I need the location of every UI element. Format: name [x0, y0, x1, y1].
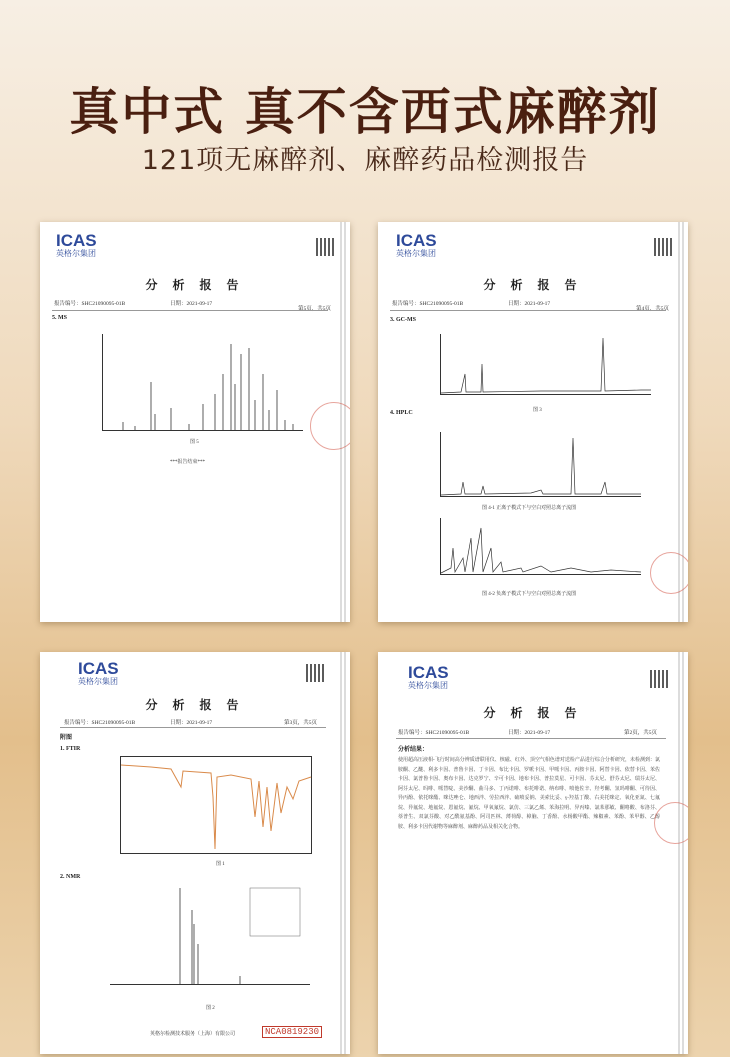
page-number: 第3页，共5页: [284, 720, 318, 726]
subheadline: 121项无麻醉剂、麻醉药品检测报告: [141, 145, 589, 176]
report-page-ms: ICAS 英格尔集团 分 析 报 告 报告编号：SHC21090095-01B 日期：2021-09-17 第5页，共5页 5. MS 图 5 ***报告结束***: [40, 222, 350, 622]
report-date: 2021-09-17: [186, 301, 213, 307]
figure-caption: 图 4-2 负离子模式下与空白对照总离子流图: [482, 592, 577, 597]
section-appendix: 附图: [60, 735, 73, 741]
report-page-ftir-nmr: ICAS 英格尔集团 分 析 报 告 报告编号：SHC21090095-01B 日期：2021-09-17 第3页，共5页 附图 1. FTIR 图 1 2. NMR 图 2 英格尔检测技术服务（上海）有限公司 NCA0819230: [40, 652, 350, 1054]
section-results: 分析结果：: [398, 747, 429, 753]
section-ftir: 1. FTIR: [60, 746, 81, 752]
figure-caption: 图 1: [216, 862, 225, 867]
report-number: SHC21090095-01B: [91, 720, 136, 726]
section-hplc: 4. HPLC: [390, 410, 413, 416]
icas-logo: ICAS 英格尔集团: [408, 663, 449, 690]
icas-logo: ICAS 英格尔集团: [78, 659, 119, 686]
report-page-gcms-hplc: ICAS 英格尔集团 分 析 报 告 报告编号：SHC21090095-01B 日期：2021-09-17 第4页，共5页 3. GC-MS 图 3 4. HPLC 图 4-1 正离子模式下与空白对照总离子流图 图 4-2 负离子模式下与空白对照总离子流图: [378, 222, 688, 622]
qr-code-icon: [654, 238, 672, 256]
qr-code-icon: [306, 664, 324, 682]
page-title: 分 析 报 告: [145, 278, 245, 292]
report-number: SHC21090095-01B: [419, 301, 464, 307]
figure-caption: 图 5: [190, 440, 199, 445]
report-date: 2021-09-17: [524, 301, 551, 307]
hplc-negative-chromatogram: [440, 518, 641, 575]
red-seal-stamp: [310, 402, 350, 450]
section-nmr: 2. NMR: [60, 874, 81, 880]
gcms-chromatogram: [440, 334, 651, 395]
ftir-spectrum: [120, 756, 312, 854]
icas-logo: ICAS 英格尔集团: [56, 231, 97, 258]
report-end-text: ***报告结束***: [170, 460, 206, 465]
page-number: 第5页，共5页: [298, 306, 332, 312]
section-gcms: 3. GC-MS: [390, 317, 416, 323]
qr-code-icon: [650, 670, 668, 688]
icas-logo: ICAS 英格尔集团: [396, 231, 437, 258]
report-number: SHC21090095-01B: [425, 730, 470, 736]
ms-spectrum: [102, 334, 303, 431]
qr-code-icon: [316, 238, 334, 256]
page-number: 第4页，共5页: [636, 306, 670, 312]
footer-company: 英格尔检测技术服务（上海）有限公司: [150, 1032, 236, 1037]
red-seal-stamp: [654, 802, 688, 844]
report-date: 2021-09-17: [524, 730, 551, 736]
result-text: 使用超高压液相-飞行时间高分辨质谱联用仪、核磁、红外、顶空气相色谱对送检产品进行综合分析研究，未检测到：氯胺酮、乙醚、利多卡因、普鲁卡因、丁卡因、布比卡因、罗哌卡因、甲哌卡因、丙胺卡因、阿替卡因、依替卡因、苯佐卡因、氯普鲁卡因、奥布卡因、达克罗宁、辛可卡因、地布卡因、普拉莫星、可卡因、芬太尼、舒芬太尼、瑞芬太尼、阿芬太尼、吗啡、哌替啶、美沙酮、曲马多、丁丙诺啡、布托啡诺、纳布啡、喷他佐辛、羟考酮、氢吗啡酮、可待因、异丙酚、依托咪酯、咪达唑仑、地西泮、劳拉西泮、硫喷妥钠、美索比妥、γ-羟基丁酸、右美托咪定、氧化亚氮、七氟烷、异氟烷、地氟烷、恩氟烷、氟烷、甲氧氟烷、氯仿、三氯乙烯、苯海拉明、异丙嗪、氯苯那敏、酮咯酸、布洛芬、萘普生、双氯芬酸、对乙酰氨基酚、阿司匹林、薄荷醇、樟脑、丁香酚、水杨酸甲酯、辣椒素、苯酚、苯甲醇、乙醇胺、利多卡因代谢物等麻醉剂、麻醉药品及相关化合物。: [398, 758, 660, 830]
report-page-results: ICAS 英格尔集团 分 析 报 告 报告编号：SHC21090095-01B 日期：2021-09-17 第2页，共5页 分析结果： 使用超高压液相-飞行时间高分辨质谱联用仪、核磁、红外、顶空气相色谱对送检产品进行综合分析研究，未检测到：氯胺酮、乙醚、利多卡因、普鲁卡因、丁卡因、布比卡因、罗哌卡因、甲哌卡因、丙胺卡因、阿替卡因、依替卡因、苯佐卡因、氯普鲁卡因、奥布卡因、达克罗宁、辛可卡因、地布卡因、普拉莫星、可卡因、芬太尼、舒芬太尼、瑞芬太尼、阿芬太尼、吗啡、哌替啶、美沙酮、曲马多、丁丙诺啡、布托啡诺、纳布啡、喷他佐辛、羟考酮、氢吗啡酮、可待因、异丙酚、依托咪酯、咪达唑仑、地西泮、劳拉西泮、硫喷妥钠、美索比妥、γ-羟基丁酸、右美托咪定、氧化亚氮、七氟烷、异氟烷、地氟烷、恩氟烷、氟烷、甲氧氟烷、氯仿、三氯乙烯、苯海拉明、异丙嗪、氯苯那敏、酮咯酸、布洛芬、萘普生、双氯芬酸、对乙酰氨基酚、阿司匹林、薄荷醇、樟脑、丁香酚、水杨酸甲酯、辣椒素、苯酚、苯甲醇、乙醇胺、利多卡因代谢物等麻醉剂、麻醉药品及相关化合物。: [378, 652, 688, 1054]
serial-number: NCA0819230: [262, 1026, 322, 1038]
page-number: 第2页，共5页: [624, 730, 658, 736]
section-ms: 5. MS: [52, 315, 67, 321]
page-title: 分 析 报 告: [145, 698, 245, 712]
page-title: 分 析 报 告: [483, 706, 583, 720]
figure-caption: 图 3: [533, 408, 542, 413]
nmr-spectrum: [110, 884, 310, 985]
report-number: SHC21090095-01B: [81, 301, 126, 307]
hplc-positive-chromatogram: [440, 432, 641, 497]
figure-caption: 图 4-1 正离子模式下与空白对照总离子流图: [482, 506, 577, 511]
report-date: 2021-09-17: [186, 720, 213, 726]
page-title: 分 析 报 告: [483, 278, 583, 292]
figure-caption: 图 2: [206, 1006, 215, 1011]
red-seal-stamp: [650, 552, 688, 594]
headline: 真中式 真不含西式麻醉剂: [69, 83, 661, 141]
